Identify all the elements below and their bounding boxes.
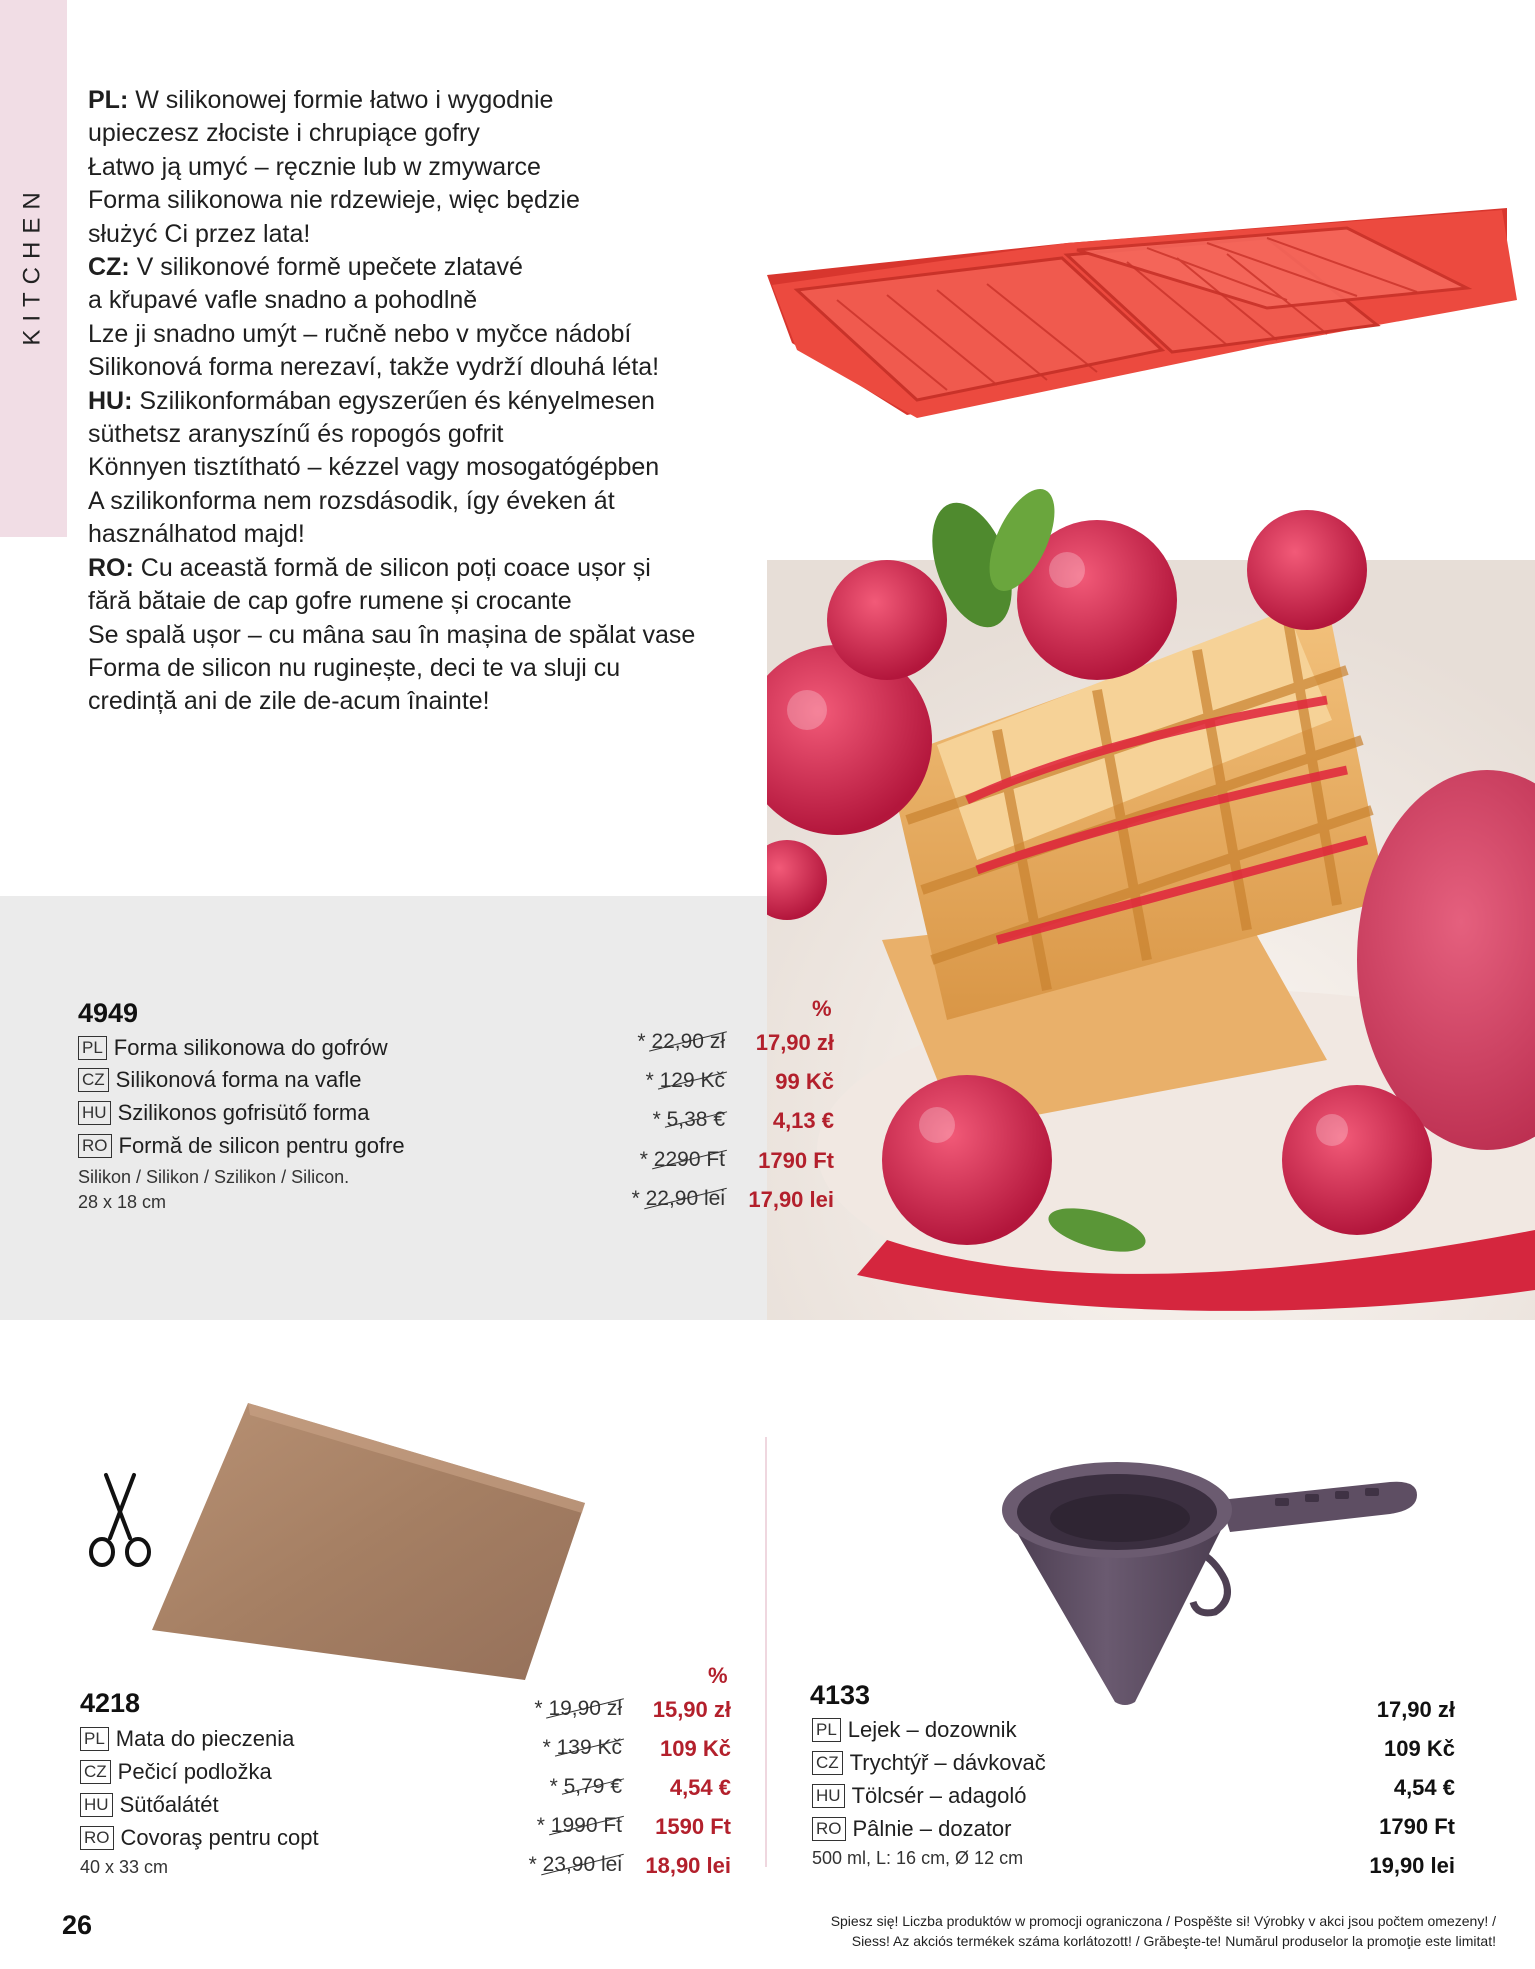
product-4133-price-pl: 17,90 zł <box>1376 1697 1455 1722</box>
intro-text <box>88 84 748 719</box>
product-4218-code: 4218 <box>80 1688 141 1718</box>
product-4218-name-cz: CZ Pečicí podložka <box>80 1759 272 1785</box>
product-4133-price-cz: 109 Kč <box>1384 1736 1455 1761</box>
product-4949-name-ro: RO Formă de silicon pentru gofre <box>78 1133 405 1159</box>
intro-cz: CZ: V silikonové formě upečete zlatavé a křupavé vafle snadno a pohodlně Lze ji snadno umýt – ručně nebo v myčce nádobí Silikonová forma nerezaví, takže vydrží dlouhá léta! <box>88 253 660 382</box>
column-divider <box>765 1437 767 1867</box>
product-4218-old-price-pl: * 19,90 zł <box>534 1697 622 1720</box>
product-4218-discount-badge: % <box>708 1663 728 1688</box>
product-4133-code: 4133 <box>810 1680 871 1710</box>
baking-mat-image <box>140 1395 600 1695</box>
product-4949-size: 28 x 18 cm <box>78 1192 167 1212</box>
product-4949-old-price-eur: * 5,38 € <box>652 1108 725 1131</box>
product-4218-price-eur: 4,54 € <box>669 1775 731 1800</box>
funnel-image <box>985 1440 1425 1710</box>
product-4218-price-cz: 109 Kč <box>660 1736 731 1761</box>
product-4949-old-price-pl: * 22,90 zł <box>637 1030 725 1053</box>
product-4949-price-hu: 1790 Ft <box>758 1148 834 1173</box>
product-4218-size: 40 x 33 cm <box>80 1857 169 1877</box>
product-4949-material: Silikon / Silikon / Szilikon / Silicon. <box>78 1167 350 1187</box>
waffle-photo <box>767 0 1535 1320</box>
product-4218-price-pl: 15,90 zł <box>652 1697 731 1722</box>
product-4949-name-hu: HU Szilikonos gofrisütő forma <box>78 1100 369 1126</box>
product-4133-size: 500 ml, L: 16 cm, Ø 12 cm <box>812 1848 1024 1868</box>
footer-note: Spiesz się! Liczba produktów w promocji ograniczona / Pospěšte si! Výrobky v akci jsou počtem omezeny! / Siess! Az akciós termékek száma korlátozott! / Grăbeşte-te! Numărul produselor la promoţie este limitat! <box>830 1913 1496 1949</box>
product-4949-old-price-ro: * 22,90 lei <box>631 1187 725 1210</box>
product-4949-old-price-hu: * 2290 Ft <box>639 1148 725 1171</box>
product-4133-name-ro: RO Pâlnie – dozator <box>812 1816 1012 1842</box>
product-4133-name-pl: PL Lejek – dozownik <box>812 1717 1017 1743</box>
product-4133-price-hu: 1790 Ft <box>1379 1814 1455 1839</box>
intro-pl: PL: W silikonowej formie łatwo i wygodnie upieczesz złociste i chrupiące gofry Łatwo ją umyć – ręcznie lub w zmywarce Forma silikonowa nie rdzewieje, więc będzie służyć Ci przez lata! <box>88 86 580 248</box>
product-4218-old-price-hu: * 1990 Ft <box>536 1814 622 1837</box>
product-4949-discount-badge: % <box>812 996 832 1021</box>
product-4218-old-price-eur: * 5,79 € <box>549 1775 622 1798</box>
product-4133-name-cz: CZ Trychtýř – dávkovač <box>812 1750 1046 1776</box>
product-4133-name-hu: HU Tölcsér – adagoló <box>812 1783 1026 1809</box>
product-4949-price-pl: 17,90 zł <box>755 1030 834 1055</box>
product-4949-name-cz: CZ Silikonová forma na vafle <box>78 1067 361 1093</box>
product-4949-price-cz: 99 Kč <box>775 1069 834 1094</box>
product-4949-code: 4949 <box>78 998 139 1028</box>
product-4949-name-pl: PL Forma silikonowa do gofrów <box>78 1035 388 1061</box>
product-4949-old-price-cz: * 129 Kč <box>645 1069 725 1092</box>
product-4218-old-price-ro: * 23,90 lei <box>528 1853 622 1876</box>
page-number: 26 <box>62 1910 93 1940</box>
product-4218-price-hu: 1590 Ft <box>655 1814 731 1839</box>
scissors-icon <box>84 1470 156 1570</box>
product-4133-price-ro: 19,90 lei <box>1369 1853 1455 1878</box>
product-4218-old-price-cz: * 139 Kč <box>542 1736 622 1759</box>
intro-hu: HU: Szilikonformában egyszerűen és kényelmesen süthetsz aranyszínű és ropogós gofrit Könnyen tisztítható – kézzel vagy mosogatógépben A szilikonforma nem rozsdásodik, így éveken át használhatod majd! <box>88 386 660 549</box>
product-4949-price-ro: 17,90 lei <box>748 1187 834 1212</box>
product-4949-price-eur: 4,13 € <box>772 1108 834 1133</box>
intro-ro: RO: Cu această formă de silicon poți coace ușor și fără bătaie de cap gofre rumene și crocante Se spală ușor – cu mâna sau în mașina de spălat vase Forma de silicon nu ruginește, deci te va sluji cu credință ani de zile de-acum înainte! <box>88 553 696 716</box>
section-label: KITCHEN <box>19 184 46 346</box>
product-4218-price-ro: 18,90 lei <box>645 1853 731 1878</box>
product-4218-name-pl: PL Mata do pieczenia <box>80 1726 294 1752</box>
waffle-illustration <box>767 0 1535 1320</box>
product-4218-name-ro: RO Covoraş pentru copt <box>80 1825 319 1851</box>
product-4218-name-hu: HU Sütőalátét <box>80 1792 219 1818</box>
product-4133-price-eur: 4,54 € <box>1393 1775 1455 1800</box>
